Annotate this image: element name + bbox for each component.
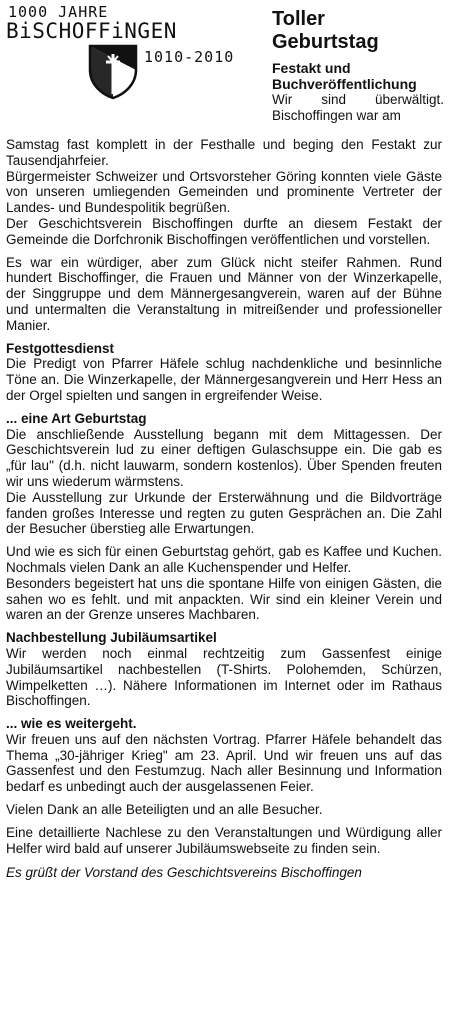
article-body xyxy=(6,137,442,888)
paragraph-intro-1: Samstag fast komplett in der Festhalle und beging den Festakt zur Tausendjahrfeier. xyxy=(6,137,442,168)
logo-anniversary-text: 1000 JAHRE xyxy=(8,3,109,21)
coat-of-arms-icon xyxy=(88,44,138,100)
section-heading-nachbestellung: Nachbestellung Jubiläumsartikel xyxy=(6,630,217,646)
paragraph-nachbestellung: Wir werden noch einmal rechtzeitig zum Gassenfest einige Jubiläumsartikel nachbestellen (T-Shirts. Polohemden, Schürzen, Wimpelketten …). Nähere Informationen im Internet oder im Rathaus Bischoffingen. xyxy=(6,645,442,709)
anniversary-logo xyxy=(6,4,268,122)
paragraph-rahmen: Es war ein würdiger, aber zum Glück nicht steifer Rahmen. Rund hundert Bischoffinger, die Frauen und Männer von der Winzerkapelle, der Singgruppe und dem Männergesangverein, waren auf der Bühne und untermalten die Veranstaltung in mitreißender und professioneller Manier. xyxy=(6,254,442,333)
paragraph-weitergeht: Wir freuen uns auf den nächsten Vortrag. Pfarrer Häfele behandelt das Thema „30-jähriger Krieg" am 23. April. Und wir freuen uns auf das Gassenfest und den Festumzug. Nach aller Besinnung und Information bedarf es unbedingt auch der ausgelassenen Feier. xyxy=(6,731,442,795)
closing-signature: Es grüßt der Vorstand des Geschichtsvereins Bischoffingen xyxy=(6,865,362,881)
paragraph-hilfe: Besonders begeistert hat uns die spontane Hilfe von einigen Gästen, die sahen wo es fehlt. und mit anpackten. Wir sind ein kleiner Verein und waren an der Grenze unseres Machbaren. xyxy=(6,575,442,623)
logo-years: 1010-2010 xyxy=(144,48,235,66)
paragraph-intro-3: Der Geschichtsverein Bischoffingen durfte an diesem Festakt der Gemeinde die Dorfchronik Bischoffingen veröffentlichen und vorstellen. xyxy=(6,215,442,247)
paragraph-bildvortraege: Die Ausstellung zur Urkunde der Ersterwähnung und die Bildvorträge fanden großes Interesse und regten zu guten Gesprächen an. Die Zahl der Besucher überstieg alle Erwartungen. xyxy=(6,489,442,537)
paragraph-dank: Vielen Dank an alle Beteiligten und an alle Besucher. xyxy=(6,802,323,818)
paragraph-ausstellung: Die anschließende Ausstellung begann mit dem Mittagessen. Der Geschichtsverein lud zu einer deftigen Gulaschsuppe ein. Die gab es „für lau" (d.h. nicht lauwarm, sondern kostenlos). Über Spenden freuten wir uns wiederum wärmstens. xyxy=(6,426,442,489)
logo-village-name: BiSCHOFFiNGEN xyxy=(6,19,177,43)
headline-block xyxy=(272,8,444,124)
subheadline: Festakt und Buchveröffentlichung xyxy=(272,60,417,92)
paragraph-festgottesdienst: Die Predigt von Pfarrer Häfele schlug nachdenkliche und besinnliche Töne an. Die Winzerkapelle, der Männergesangverein und Herr Hess an der Orgel spielten und sangen in ergreifender Weise. xyxy=(6,356,442,403)
headline-line-2: Geburtstag xyxy=(272,31,379,53)
section-heading-geburtstag: ... eine Art Geburtstag xyxy=(6,410,147,426)
headline-line-1: Toller xyxy=(272,8,325,30)
section-heading-festgottesdienst: Festgottesdienst xyxy=(6,340,115,356)
paragraph-nachlese: Eine detaillierte Nachlese zu den Veranstaltungen und Würdigung aller Helfer wird bald auf unserer Jubiläumswebseite zu finden sein. xyxy=(6,824,442,856)
paragraph-kaffee: Und wie es sich für einen Geburtstag gehört, gab es Kaffee und Kuchen. Nochmals vielen Dank an alle Kuchenspender und Helfer. xyxy=(6,544,442,575)
lead-text: Wir sind überwältigt. Bischoffingen war am xyxy=(272,92,444,123)
headline xyxy=(272,8,444,54)
paragraph-intro-2: Bürgermeister Schweizer und Ortsvorsteher Göring konnten viele Gäste von unseren umliegenden Gemeinden und prominente Vertreter der Landes- und Bundespolitik begrüßen. xyxy=(6,168,442,216)
section-heading-weitergeht: ... wie es weitergeht. xyxy=(6,716,137,732)
